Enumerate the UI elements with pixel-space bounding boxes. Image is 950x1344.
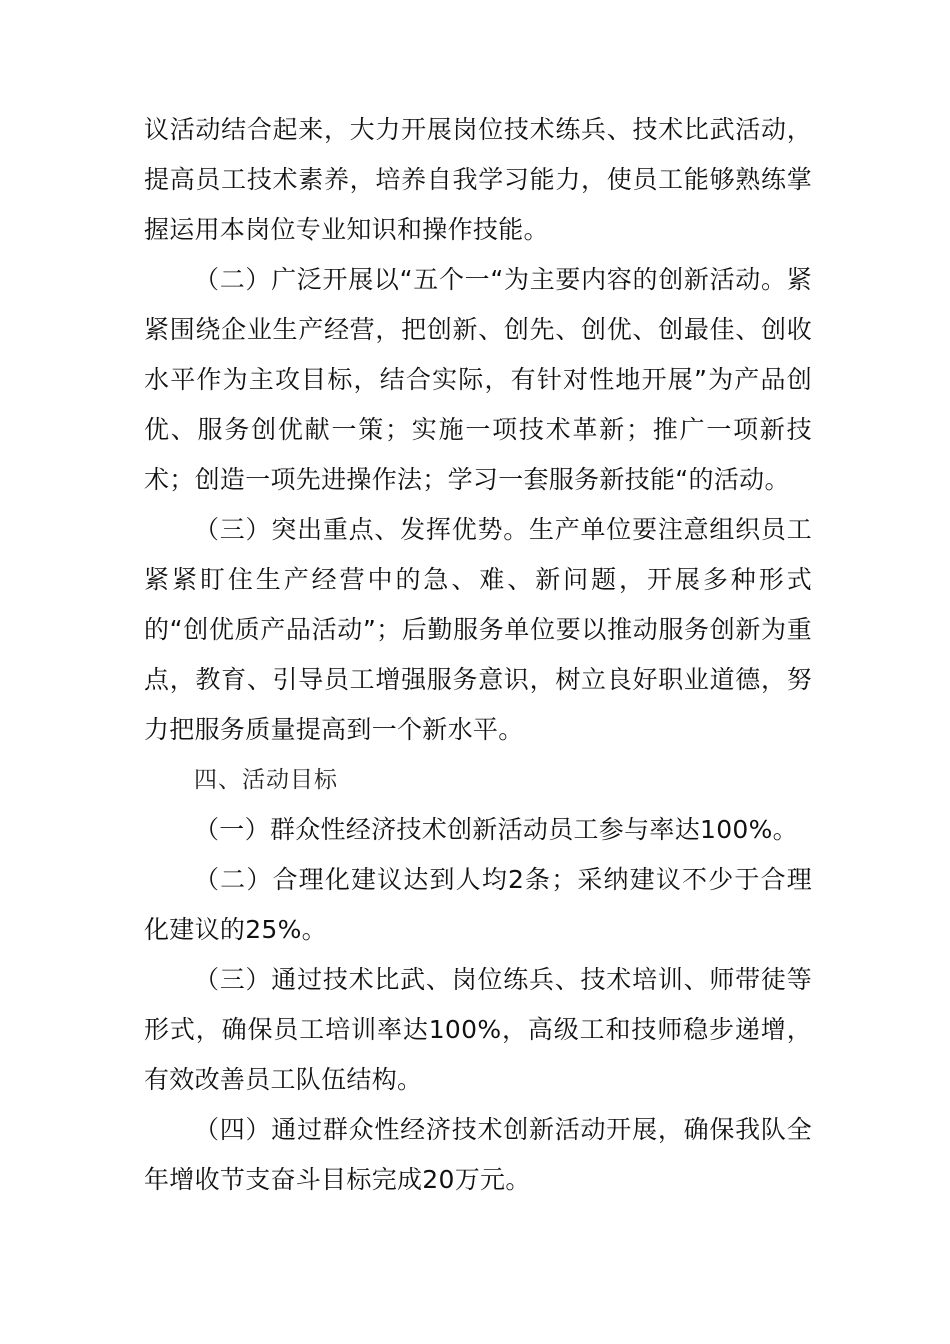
goal-item-3: （三）通过技术比武、岗位练兵、技术培训、师带徒等形式，确保员工培训率达100%，高级工和技师稳步递增，有效改善员工队伍结构。 [144,965,812,1094]
goal-item-4: （四）通过群众性经济技术创新活动开展，确保我队全年增收节支奋斗目标完成20万元。 [144,1115,812,1194]
paragraph-continuation: 议活动结合起来，大力开展岗位技术练兵、技术比武活动，提高员工技术素养，培养自我学习能力，使员工能够熟练掌握运用本岗位专业知识和操作技能。 [144,115,812,244]
document-body [144,105,812,1205]
goal-item-1: （一）群众性经济技术创新活动员工参与率达100%。 [194,815,798,844]
goal-item-2: （二）合理化建议达到人均2条；采纳建议不少于合理化建议的25%。 [144,865,812,944]
paragraph-section-2: （二）广泛开展以“五个一“为主要内容的创新活动。紧紧围绕企业生产经营，把创新、创先、创优、创最佳、创收水平作为主攻目标，结合实际，有针对性地开展”为产品创优、服务创优献一策；实施一项技术革新；推广一项新技术；创造一项先进操作法；学习一套服务新技能“的活动。 [144,265,812,494]
section-heading-goals: 四、活动目标 [194,767,338,793]
paragraph-section-3: （三）突出重点、发挥优势。生产单位要注意组织员工紧紧盯住生产经营中的急、难、新问题，开展多种形式的“创优质产品活动”；后勤服务单位要以推动服务创新为重点，教育、引导员工增强服务意识，树立良好职业道德，努力把服务质量提高到一个新水平。 [144,515,812,744]
